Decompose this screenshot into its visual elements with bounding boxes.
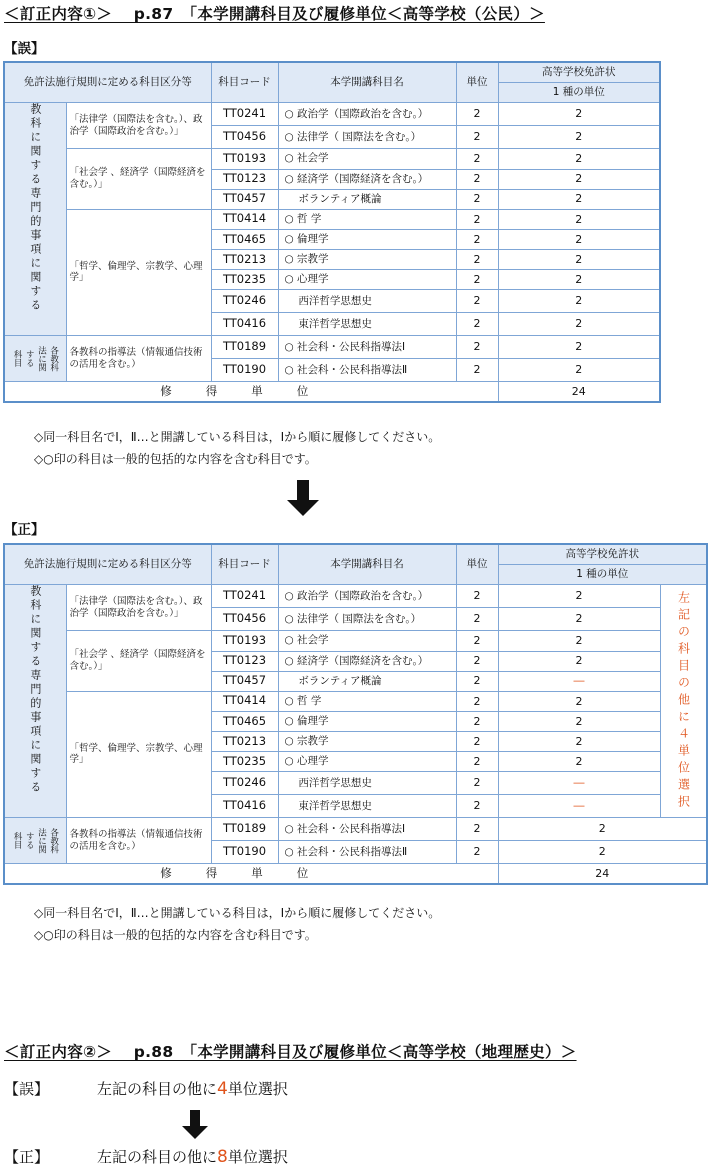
subject-name: ○ 政治学（国際政治を含む。）: [278, 103, 456, 126]
subject-name: 東洋哲学思想史: [278, 313, 456, 336]
header-units: 単位: [456, 544, 498, 585]
units: 2: [456, 631, 498, 652]
code: TT0190: [211, 359, 278, 382]
header-code: 科目コード: [211, 62, 278, 103]
units: 2: [456, 189, 498, 209]
header-units: 単位: [456, 62, 498, 103]
units: 2: [456, 651, 498, 671]
code: TT0246: [211, 772, 278, 795]
group-law: 「法律学（国際法を含む。）、政治学（国際政治を含む。）」: [66, 103, 211, 149]
code: TT0457: [211, 189, 278, 209]
wrong-label-2: 【誤】: [4, 1080, 50, 1098]
subject-name: ○ 哲 学: [278, 209, 456, 230]
header-name: 本学開講科目名: [278, 62, 456, 103]
code: TT0414: [211, 691, 278, 712]
category-main: [4, 585, 66, 818]
license-units: 2: [498, 290, 660, 313]
category-method-col: する: [24, 832, 35, 849]
side-note-text: 左記の科目の他に４単位選択: [676, 590, 691, 812]
group-method: 各教科の指導法（情報通信技術の活用を含む。）: [66, 336, 211, 382]
subject-name: 東洋哲学思想史: [278, 795, 456, 818]
code: TT0456: [211, 126, 278, 149]
note-1: ◇同一科目名でⅠ，Ⅱ…と開講している科目は，Ⅰから順に履修してください。: [34, 430, 441, 444]
license-units: 2: [498, 712, 660, 732]
wrong-table: [3, 61, 661, 403]
subject-name: ○ 心理学: [278, 752, 456, 772]
units: 2: [456, 712, 498, 732]
units: 2: [456, 336, 498, 359]
code: TT0416: [211, 795, 278, 818]
group-philosophy: 「哲学、倫理学、宗教学、心理学」: [66, 209, 211, 336]
subject-name: ○ 倫理学: [278, 230, 456, 250]
statement-suffix: 単位選択: [227, 1148, 288, 1166]
subject-name: ○ 心理学: [278, 270, 456, 290]
subject-name: ○ 社会学: [278, 149, 456, 170]
license-units: 2: [498, 752, 660, 772]
code: TT0235: [211, 752, 278, 772]
code: TT0190: [211, 841, 278, 864]
subject-name: 西洋哲学思想史: [278, 772, 456, 795]
subject-name: ○ 倫理学: [278, 712, 456, 732]
units: 2: [456, 841, 498, 864]
group-sociology: 「社会学 、経済学（国際経済を含む。）」: [66, 631, 211, 692]
units: 2: [456, 290, 498, 313]
subject-name: ○ 社会科・公民科指導法Ⅰ: [278, 336, 456, 359]
code: TT0123: [211, 651, 278, 671]
license-units: 2: [498, 841, 707, 864]
category-method-col: 各教科: [48, 827, 59, 854]
category-method: [4, 818, 66, 864]
category-method-col: 各教科: [48, 345, 59, 372]
subject-name: ○ 社会科・公民科指導法Ⅰ: [278, 818, 456, 841]
down-arrow-icon: [287, 480, 319, 516]
subject-name: ○ 政治学（国際政治を含む。）: [278, 585, 456, 608]
header-license-sub: 1 種の単位: [498, 565, 707, 585]
code: TT0213: [211, 732, 278, 752]
header-name: 本学開講科目名: [278, 544, 456, 585]
code: TT0457: [211, 671, 278, 691]
license-units: 2: [498, 209, 660, 230]
subject-name: ○ 宗教学: [278, 250, 456, 270]
license-units: 2: [498, 818, 707, 841]
category-method-col: 科目: [12, 832, 23, 849]
license-units-dash: ―: [498, 772, 660, 795]
license-units: 2: [498, 149, 660, 170]
license-units: 2: [498, 169, 660, 189]
note-2: ◇○印の科目は一般的包括的な内容を含む科目です。: [34, 928, 317, 942]
units: 2: [456, 103, 498, 126]
category-method-col: 科目: [12, 350, 23, 367]
category-method: [4, 336, 66, 382]
group-sociology: 「社会学 、経済学（国際経済を含む。）」: [66, 149, 211, 210]
note-2: ◇○印の科目は一般的包括的な内容を含む科目です。: [34, 452, 317, 466]
group-law: 「法律学（国際法を含む。）、政治学（国際政治を含む。）」: [66, 585, 211, 631]
units: 2: [456, 149, 498, 170]
code: TT0246: [211, 290, 278, 313]
license-units: 2: [498, 359, 660, 382]
header-code: 科目コード: [211, 544, 278, 585]
statement-suffix: 単位選択: [227, 1080, 288, 1098]
code: TT0241: [211, 585, 278, 608]
license-units: 2: [498, 732, 660, 752]
down-arrow-icon: [182, 1110, 208, 1139]
subject-name: ○ 経済学（国際経済を含む。）: [278, 651, 456, 671]
license-units: 2: [498, 651, 660, 671]
license-units: 2: [498, 608, 660, 631]
subject-name: ○ 経済学（国際経済を含む。）: [278, 169, 456, 189]
units: 2: [456, 585, 498, 608]
subject-name: ○ 社会科・公民科指導法Ⅱ: [278, 359, 456, 382]
right-label-2: 【正】: [4, 1148, 50, 1166]
total-value: 24: [498, 864, 707, 885]
subject-name: ○ 社会学: [278, 631, 456, 652]
units: 2: [456, 270, 498, 290]
total-value: 24: [498, 382, 660, 403]
code: TT0189: [211, 818, 278, 841]
license-units: 2: [498, 230, 660, 250]
category-main-text: 教科に関する専門的事項に関する: [28, 103, 42, 313]
subject-name: ボランティア概論: [278, 671, 456, 691]
license-units: 2: [498, 126, 660, 149]
statement-number: 8: [217, 1147, 228, 1167]
header-license-sub: 1 種の単位: [498, 83, 660, 103]
wrong-statement: [97, 1078, 288, 1099]
code: TT0123: [211, 169, 278, 189]
license-units-dash: ―: [498, 795, 660, 818]
license-units: 2: [498, 336, 660, 359]
units: 2: [456, 359, 498, 382]
statement-prefix: 左記の科目の他に: [97, 1080, 218, 1098]
header-license: 高等学校免許状: [498, 62, 660, 83]
license-units: 2: [498, 250, 660, 270]
units: 2: [456, 752, 498, 772]
code: TT0189: [211, 336, 278, 359]
group-method: 各教科の指導法（情報通信技術の活用を含む。）: [66, 818, 211, 864]
units: 2: [456, 169, 498, 189]
category-method-col: する: [24, 350, 35, 367]
subject-name: 西洋哲学思想史: [278, 290, 456, 313]
subject-name: ○ 宗教学: [278, 732, 456, 752]
header-category: 免許法施行規則に定める科目区分等: [4, 544, 211, 585]
total-label: 修得単位: [4, 864, 498, 885]
units: 2: [456, 608, 498, 631]
right-statement: [97, 1146, 288, 1167]
side-note: [660, 585, 707, 818]
header-category: 免許法施行規則に定める科目区分等: [4, 62, 211, 103]
subject-name: ○ 社会科・公民科指導法Ⅱ: [278, 841, 456, 864]
subject-name: ○ 哲 学: [278, 691, 456, 712]
subject-name: ○ 法律学（ 国際法を含む。）: [278, 126, 456, 149]
license-units: 2: [498, 631, 660, 652]
units: 2: [456, 313, 498, 336]
category-method-col: 法に関: [36, 345, 47, 372]
code: TT0414: [211, 209, 278, 230]
code: TT0416: [211, 313, 278, 336]
units: 2: [456, 772, 498, 795]
units: 2: [456, 230, 498, 250]
code: TT0465: [211, 712, 278, 732]
units: 2: [456, 795, 498, 818]
right-table: [3, 543, 708, 885]
subject-name: ボランティア概論: [278, 189, 456, 209]
statement-number: 4: [217, 1079, 228, 1099]
subject-name: ○ 法律学（ 国際法を含む。）: [278, 608, 456, 631]
note-1: ◇同一科目名でⅠ，Ⅱ…と開講している科目は，Ⅰから順に履修してください。: [34, 906, 441, 920]
license-units: 2: [498, 313, 660, 336]
category-method-col: 法に関: [36, 827, 47, 854]
units: 2: [456, 209, 498, 230]
units: 2: [456, 126, 498, 149]
license-units: 2: [498, 585, 660, 608]
code: TT0193: [211, 149, 278, 170]
right-label-1: 【正】: [4, 522, 45, 538]
license-units: 2: [498, 189, 660, 209]
correction1-title: ＜訂正内容①＞ p.87 「本学開講科目及び履修単位＜高等学校（公民）＞: [4, 5, 545, 23]
license-units: 2: [498, 691, 660, 712]
units: 2: [456, 732, 498, 752]
header-license: 高等学校免許状: [498, 544, 707, 565]
license-units: 2: [498, 103, 660, 126]
code: TT0456: [211, 608, 278, 631]
code: TT0235: [211, 270, 278, 290]
statement-prefix: 左記の科目の他に: [97, 1148, 218, 1166]
units: 2: [456, 691, 498, 712]
code: TT0465: [211, 230, 278, 250]
category-main-text: 教科に関する専門的事項に関する: [28, 585, 42, 795]
correction2-title: ＜訂正内容②＞ p.88 「本学開講科目及び履修単位＜高等学校（地理歴史）＞: [4, 1043, 577, 1061]
units: 2: [456, 818, 498, 841]
code: TT0213: [211, 250, 278, 270]
code: TT0241: [211, 103, 278, 126]
group-philosophy: 「哲学、倫理学、宗教学、心理学」: [66, 691, 211, 818]
category-main: [4, 103, 66, 336]
license-units: 2: [498, 270, 660, 290]
code: TT0193: [211, 631, 278, 652]
units: 2: [456, 250, 498, 270]
wrong-label-1: 【誤】: [4, 41, 45, 57]
license-units-dash: ―: [498, 671, 660, 691]
total-label: 修得単位: [4, 382, 498, 403]
units: 2: [456, 671, 498, 691]
